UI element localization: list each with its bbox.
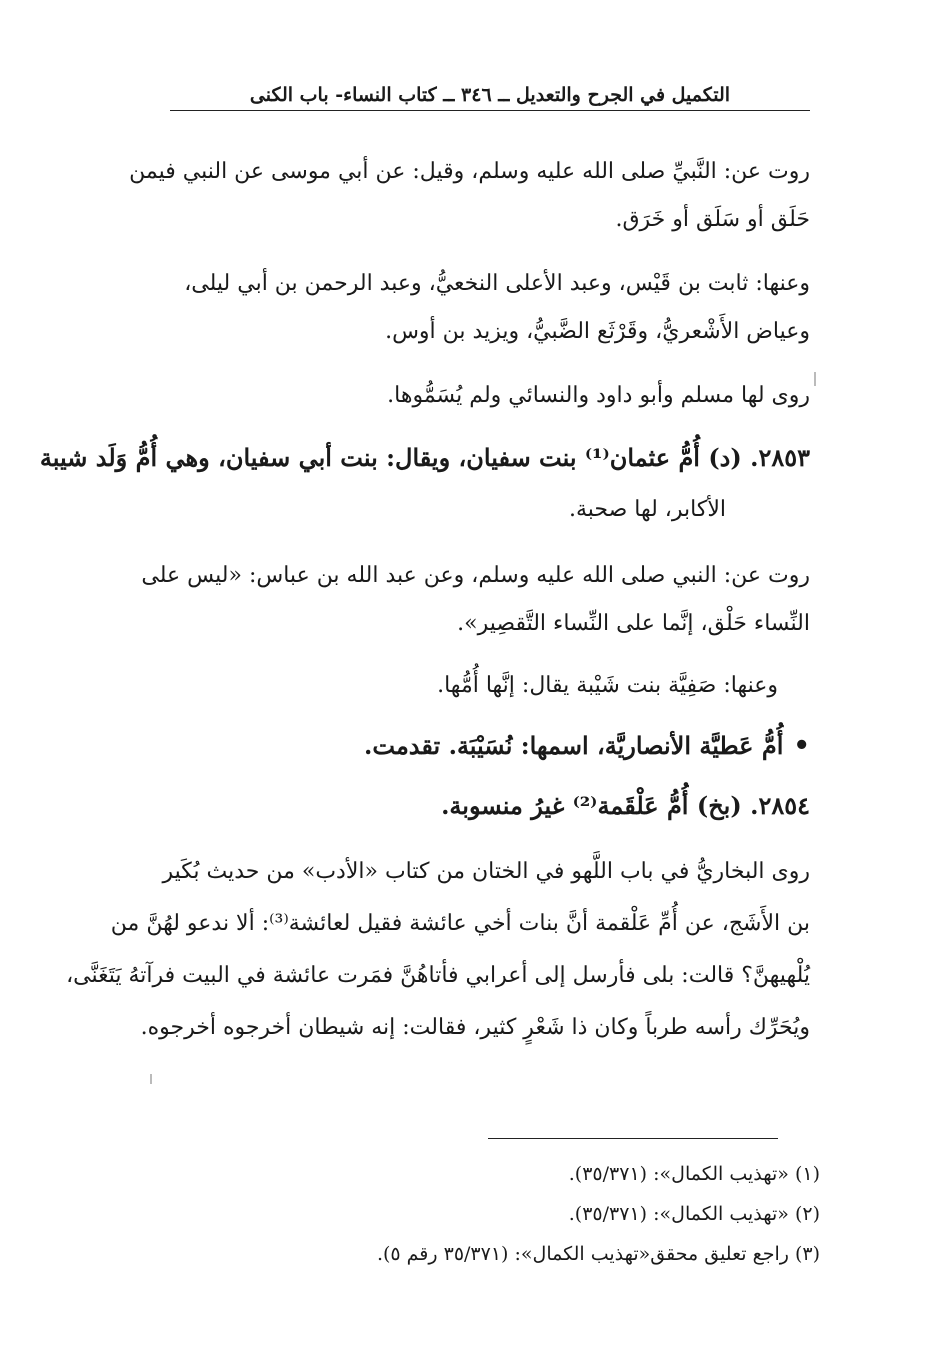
entry-2853-continuation: الأكابر، لها صحبة.	[568, 497, 726, 522]
running-header: التكميل في الجرح والتعديل ــ ٣٤٦ ــ كتاب النساء- باب الكنى	[170, 84, 810, 111]
bullet-mark: •	[793, 731, 810, 761]
footnote-separator	[488, 1138, 778, 1139]
text-line-8: روت عن: النبي صلى الله عليه وسلم، وعن عبد الله بن عباس: «ليس على	[141, 563, 810, 588]
text-line-3: وعنها: ثابت بن قَيْس، وعبد الأعلى النخعيُّ، وعبد الرحمن بن أبي ليلى،	[184, 271, 810, 296]
footnote-3: (٣) راجع تعليق محقق«تهذيب الكمال»: (٣٥/٣٧١ رقم ٥).	[376, 1243, 820, 1265]
cross-reference-entry	[364, 730, 810, 762]
scan-speck	[814, 372, 816, 386]
text-line-14: بن الأَشَج، عن أُمِّ عَلْقمة أنَّ بنات أخي عائشة فقيل لعائشة⁽³⁾: ألا ندعو لهُنَّ من	[110, 911, 810, 936]
text-line-13: روى البخاريُّ في باب اللَّهو في الختان من كتاب «الأدب» من حديث بُكَير	[162, 859, 810, 884]
cross-reference-text: أُمُّ عَطيَّة الأنصاريَّة، اسمها: نُسَيْبَة. تقدمت.	[364, 731, 784, 760]
entry-2853-heading: ٢٨٥٣. (د) أُمُّ عثمان⁽¹⁾ بنت سفيان، ويقال: بنت أبي سفيان، وهي أُمُّ وَلَد شيبة	[39, 443, 810, 472]
text-line-4: وعياض الأَشْعريُّ، وقَرْثَع الضَّبيُّ، ويزيد بن أوس.	[385, 319, 810, 344]
entry-2854-heading: ٢٨٥٤. (بخ) أُمُّ عَلْقَمة⁽²⁾ غيرُ منسوبة.	[441, 791, 810, 820]
scan-speck	[150, 1074, 152, 1084]
footnote-1: (١) «تهذيب الكمال»: (٣٥/٣٧١).	[568, 1163, 820, 1185]
footnote-2: (٢) «تهذيب الكمال»: (٣٥/٣٧١).	[568, 1203, 820, 1225]
text-line-9: النِّساء حَلْق، إنَّما على النِّساء التَّقصِير».	[457, 611, 810, 636]
text-line-10: وعنها: صَفِيَّة بنت شَيْبة يقال: إنَّها أُمُّها.	[437, 673, 778, 698]
text-line-5: روى لها مسلم وأبو داود والنسائي ولم يُسَمُّوها.	[387, 383, 810, 408]
text-line-16: ويُحَرِّك رأسه طرباً وكان ذا شَعْرٍ كثير، فقالت: إنه شيطان أخرجوه أخرجوه.	[140, 1015, 810, 1040]
text-line-15: يُلْهيهنَّ؟ قالت: بلى فأرسل إلى أعرابي فأتاهُنَّ فمَرت عائشة في البيت فرآتهُ يَتَغَنَّى،	[66, 963, 810, 988]
text-line-1: روت عن: النَّبيِّ صلى الله عليه وسلم، وقيل: عن أبي موسى عن النبي فيمن	[129, 159, 810, 184]
text-line-2: حَلَق أو سَلَق أو خَرَق.	[615, 207, 810, 232]
